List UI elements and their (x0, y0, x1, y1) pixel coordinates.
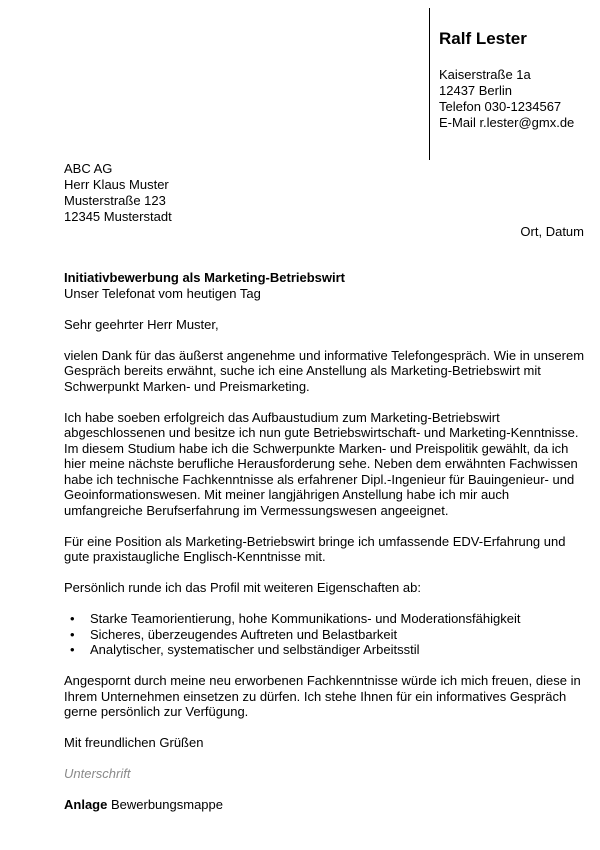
salutation: Sehr geehrter Herr Muster, (64, 316, 219, 332)
paragraph-qualifications: Ich habe soeben erfolgreich das Aufbaustudium zum Marketing-Betriebswirt abgeschlossenen und besitze ich nun gute Betriebswirtschaft- und Marketing-Kenntnisse. Im diesem Studium habe ich die Schwerpunkte Marken- und Preispolitik gewählt, da ich hier meine nächste berufliche Herausforderung sehe. Neben dem erwähnten Fachwissen habe ich technische Fachkenntnisse als erfahrener Dipl.-Ingenieur für Bauingenieur- und Geoinformationswesen. Mit meiner langjährigen Anstellung habe ich mir auch umfangreiche Berufserfahrung im Vermessungswesen angeeignet. (64, 409, 579, 518)
subject-line: Initiativbewerbung als Marketing-Betriebswirt (64, 270, 345, 285)
paragraph-profile-intro: Persönlich runde ich das Profil mit weiteren Eigenschaften ab: (64, 580, 421, 595)
sender-name: Ralf Lester (439, 29, 527, 48)
paragraph-intro: vielen Dank für das äußerst angenehme und informative Telefongespräch. Wie in unserem Gespräch bereits erwähnt, suche ich eine Anstellung als Marketing-Betriebswirt mit Schwerpunkt Marken- und Preismarketing. (64, 347, 585, 394)
attachment-label: Anlage (64, 797, 108, 812)
place-date: Ort, Datum (520, 224, 584, 239)
letter-body (64, 270, 586, 813)
paragraph-skills: Für eine Position als Marketing-Betriebswirt bringe ich umfassende EDV-Erfahrung und gute praxistaugliche Englisch-Kenntnisse mit. (64, 533, 566, 564)
sender-street: Kaiserstraße 1a (439, 67, 531, 82)
attachment-value: Bewerbungsmappe (110, 797, 223, 812)
signature-placeholder: Unterschrift (64, 766, 131, 781)
list-item: • Starke Teamorientierung, hohe Kommunikations- und Moderationsfähigkeit (90, 611, 586, 627)
recipient-address-block (64, 161, 172, 225)
sender-address-block (439, 67, 574, 131)
sender-email: E-Mail r.lester@gmx.de (439, 115, 575, 130)
sender-phone: Telefon 030-1234567 (439, 99, 562, 114)
recipient-city: 12345 Musterstadt (64, 209, 172, 224)
recipient-street: Musterstraße 123 (64, 193, 166, 208)
sender-city: 12437 Berlin (439, 83, 512, 98)
recipient-person: Herr Klaus Muster (64, 177, 169, 192)
paragraph-closing: Angespornt durch meine neu erworbenen Fachkenntnisse würde ich mich freuen, diese in Ihrem Unternehmen einsetzen zu dürfen. Ich stehe Ihnen für ein informatives Gespräch gerne persönlich zur Verfügung. (64, 673, 581, 719)
greeting: Mit freundlichen Grüßen (64, 735, 204, 750)
recipient-company: ABC AG (64, 161, 113, 176)
attachment-line (64, 797, 586, 813)
subject-reference: Unser Telefonat vom heutigen Tag (64, 285, 261, 301)
strengths-list (64, 611, 586, 658)
list-item: • Analytischer, systematischer und selbständiger Arbeitsstil (90, 642, 586, 658)
list-item: • Sicheres, überzeugendes Auftreten und Belastbarkeit (90, 627, 586, 643)
header-divider-line (429, 8, 430, 160)
